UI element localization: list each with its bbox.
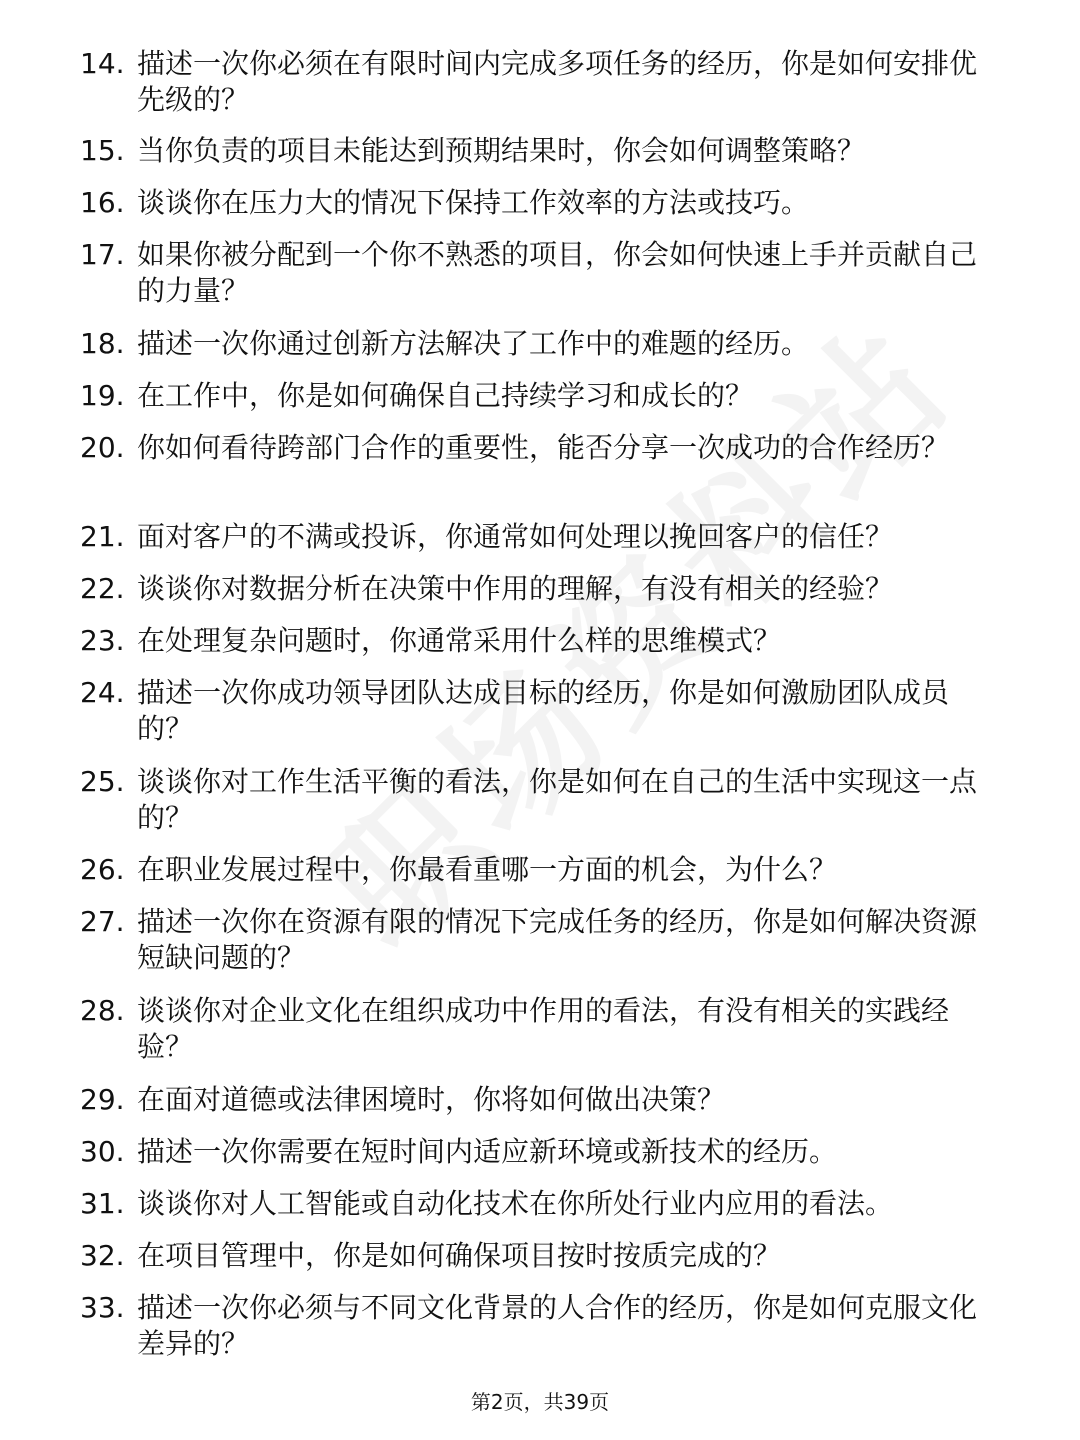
item-number: 18. (80, 327, 125, 360)
item-number: 31. (80, 1187, 125, 1220)
item-text: 描述一次你必须与不同文化背景的人合作的经历，你是如何克服文化差异的？ (137, 1291, 978, 1360)
item-number: 32. (80, 1239, 125, 1272)
item-text: 在面对道德或法律困境时，你将如何做出决策？ (137, 1083, 726, 1116)
item-text: 谈谈你对数据分析在决策中作用的理解，有没有相关的经验？ (137, 572, 894, 605)
item-text: 描述一次你需要在短时间内适应新环境或新技术的经历。 (137, 1135, 838, 1168)
item-number: 19. (80, 379, 125, 412)
item-number: 22. (80, 572, 125, 605)
item-text: 谈谈你对工作生活平衡的看法，你是如何在自己的生活中实现这一点的？ (137, 765, 978, 834)
item-number: 21. (80, 520, 125, 553)
page-footer (0, 1386, 1080, 1415)
item-number: 24. (80, 676, 125, 709)
item-number: 26. (80, 853, 125, 886)
item-number: 29. (80, 1083, 125, 1116)
item-text: 在职业发展过程中，你最看重哪一方面的机会，为什么？ (137, 853, 838, 886)
item-text: 面对客户的不满或投诉，你通常如何处理以挽回客户的信任？ (137, 520, 894, 553)
item-text: 描述一次你在资源有限的情况下完成任务的经历，你是如何解决资源短缺问题的？ (137, 905, 978, 974)
item-number: 15. (80, 134, 125, 167)
item-number: 14. (80, 47, 125, 80)
item-text: 当你负责的项目未能达到预期结果时，你会如何调整策略？ (137, 134, 866, 167)
item-text: 谈谈你对人工智能或自动化技术在你所处行业内应用的看法。 (137, 1187, 894, 1220)
item-text: 描述一次你通过创新方法解决了工作中的难题的经历。 (137, 327, 810, 360)
item-text: 在项目管理中，你是如何确保项目按时按质完成的？ (137, 1239, 782, 1272)
item-text: 如果你被分配到一个你不熟悉的项目，你会如何快速上手并贡献自己的力量？ (137, 238, 978, 307)
item-number: 20. (80, 431, 125, 464)
item-text: 谈谈你在压力大的情况下保持工作效率的方法或技巧。 (137, 186, 810, 219)
item-number: 28. (80, 994, 125, 1027)
item-text: 谈谈你对企业文化在组织成功中作用的看法，有没有相关的实践经验？ (137, 994, 950, 1063)
page-number: 第2页，共39页 (470, 1390, 610, 1414)
item-text: 你如何看待跨部门合作的重要性，能否分享一次成功的合作经历？ (137, 431, 950, 464)
item-number: 23. (80, 624, 125, 657)
item-number: 33. (80, 1291, 125, 1324)
item-text: 在处理复杂问题时，你通常采用什么样的思维模式？ (137, 624, 782, 657)
item-text: 在工作中，你是如何确保自己持续学习和成长的？ (137, 379, 754, 412)
item-number: 25. (80, 765, 125, 798)
item-number: 17. (80, 238, 125, 271)
item-number: 16. (80, 186, 125, 219)
item-number: 27. (80, 905, 125, 938)
item-text: 描述一次你必须在有限时间内完成多项任务的经历，你是如何安排优先级的？ (137, 47, 978, 116)
item-number: 30. (80, 1135, 125, 1168)
item-text: 描述一次你成功领导团队达成目标的经历，你是如何激励团队成员的？ (137, 676, 950, 745)
